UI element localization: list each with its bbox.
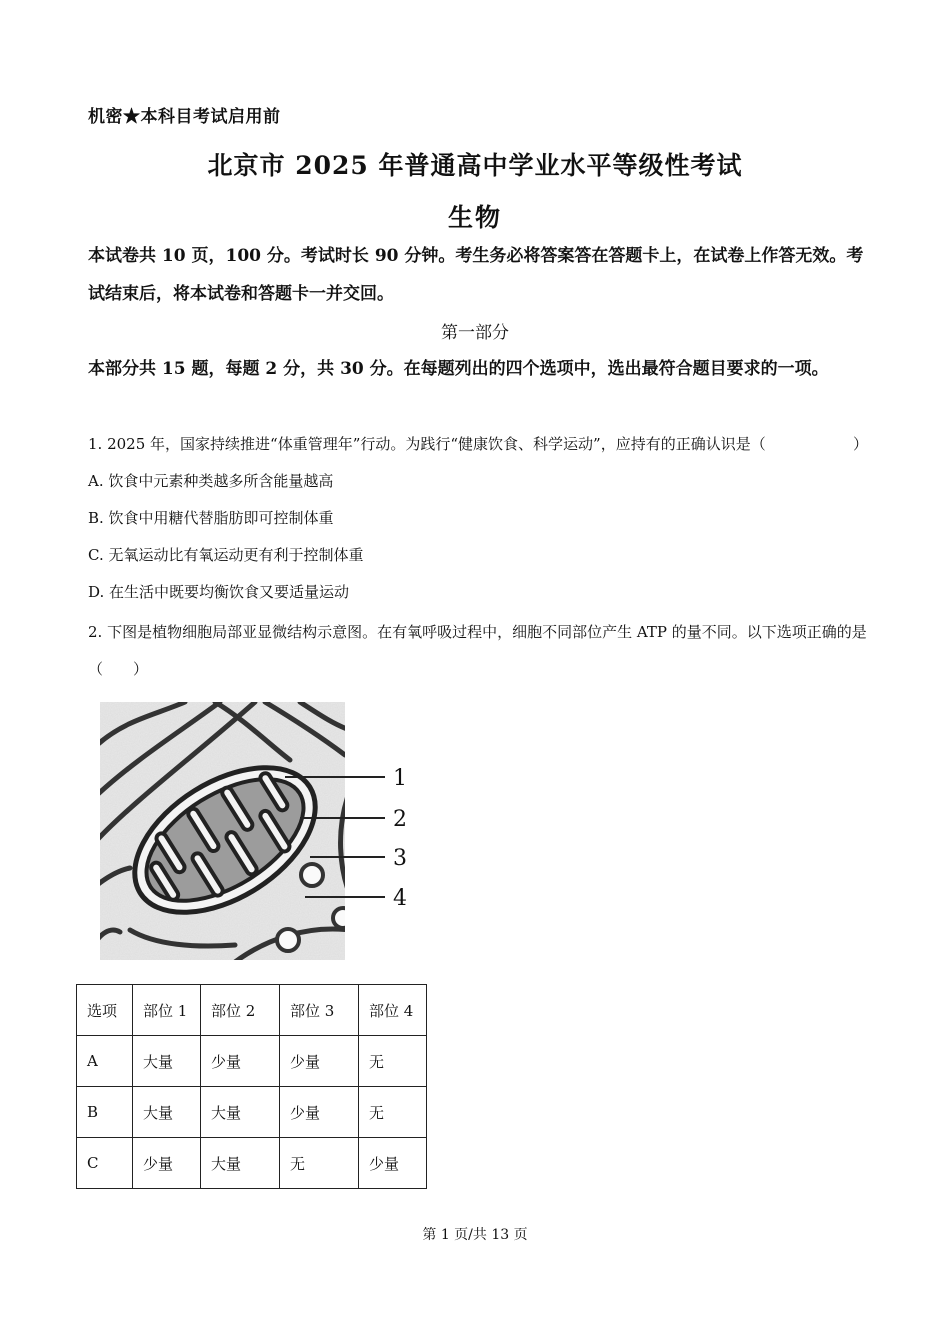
table-cell: 大量 xyxy=(201,1138,280,1189)
table-header-cell: 部位 2 xyxy=(201,985,280,1036)
table-cell: 无 xyxy=(359,1036,427,1087)
part-description: 本部分共 15 题，每题 2 分，共 30 分。在每题列出的四个选项中，选出最符合题目要求的一项。 xyxy=(88,359,829,379)
exam-subject: 生物 xyxy=(447,203,502,232)
table-cell: 少量 xyxy=(280,1087,359,1138)
table-cell: C xyxy=(77,1138,133,1189)
figure-label-2: 2 xyxy=(393,807,407,832)
table-cell: 少量 xyxy=(359,1138,427,1189)
question-1-option-d: D. 在生活中既要均衡饮食又要适量运动 xyxy=(88,583,350,601)
secret-label: 机密★本科目考试启用前 xyxy=(88,107,281,127)
question-1-option-c: C. 无氧运动比有氧运动更有利于控制体重 xyxy=(88,546,364,564)
question-1-stem: 1. 2025 年，国家持续推进“体重管理年”行动。为践行“健康饮食、科学运动”，应持有的正确认识是（ xyxy=(88,435,766,453)
table-header-cell: 部位 4 xyxy=(359,985,427,1036)
question-1-option-b: B. 饮食中用糖代替脂肪即可控制体重 xyxy=(88,509,334,527)
table-cell: 少量 xyxy=(280,1036,359,1087)
table-header-cell: 部位 1 xyxy=(133,985,201,1036)
table-cell: 少量 xyxy=(201,1036,280,1087)
figure-label-4: 4 xyxy=(393,886,407,911)
table-cell: 大量 xyxy=(133,1087,201,1138)
table-row xyxy=(77,1138,427,1189)
question-2-stem: 2. 下图是植物细胞局部亚显微结构示意图。在有氧呼吸过程中，细胞不同部位产生 ATP 的量不同。以下选项正确的是（ ） xyxy=(88,623,867,678)
question-1-option-a: A. 饮食中元素种类越多所含能量越高 xyxy=(88,472,334,490)
question-2-answer-table xyxy=(76,984,427,1189)
table-cell: B xyxy=(77,1087,133,1138)
question-1 xyxy=(88,426,868,462)
exam-title: 北京市 2025 年普通高中学业水平等级性考试 xyxy=(207,151,743,180)
table-cell: 无 xyxy=(280,1138,359,1189)
table-cell: A xyxy=(77,1036,133,1087)
table-row xyxy=(77,1036,427,1087)
table-cell: 大量 xyxy=(133,1036,201,1087)
figure-label-1: 1 xyxy=(393,766,407,791)
table-row xyxy=(77,1087,427,1138)
table-header-cell: 选项 xyxy=(77,985,133,1036)
cell-structure-figure xyxy=(95,700,415,962)
table-header-cell: 部位 3 xyxy=(280,985,359,1036)
figure-label-3: 3 xyxy=(393,846,407,871)
table-cell: 大量 xyxy=(201,1087,280,1138)
exam-instructions: 本试卷共 10 页，100 分。考试时长 90 分钟。考生务必将答案答在答题卡上，在试卷上作答无效。考试结束后，将本试卷和答题卡一并交回。 xyxy=(88,246,864,304)
part-title: 第一部分 xyxy=(441,323,509,343)
question-1-stem-end: ） xyxy=(852,435,868,453)
table-cell: 无 xyxy=(359,1087,427,1138)
table-cell: 少量 xyxy=(133,1138,201,1189)
page-footer: 第 1 页/共 13 页 xyxy=(422,1227,528,1243)
table-header-row xyxy=(77,985,427,1036)
